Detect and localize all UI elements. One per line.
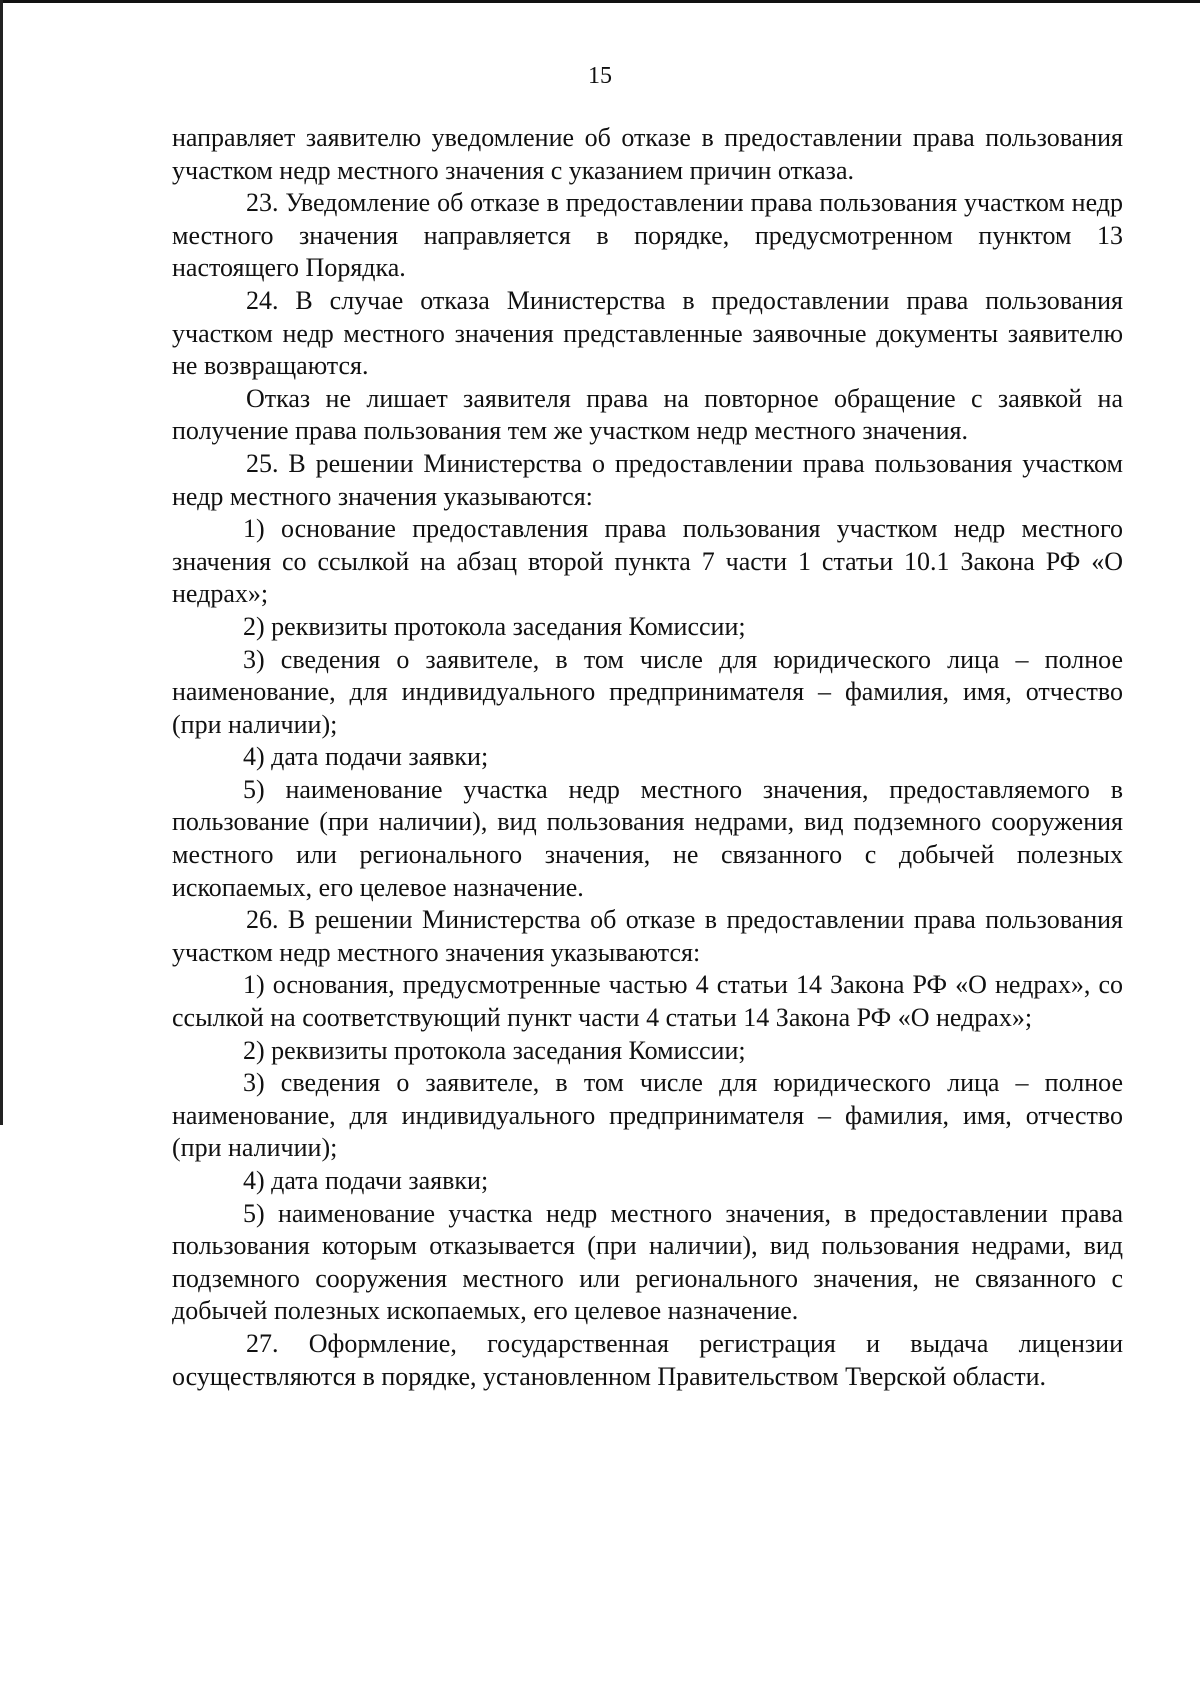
clause-25-item-5: 5) наименование участка недр местного значения, предоставляемого в пользование (при наличии), вид пользования недрами, вид подземного сооружения местного или регионального значения, не связанного с добычей полезных ископаемых, его целевое назначение. xyxy=(172,774,1123,902)
clause-26-item-3: 3) сведения о заявителе, в том числе для юридического лица – полное наименование, для индивидуального предпринимателя – фамилия, имя, отчество (при наличии); xyxy=(172,1068,1123,1163)
clause-23: 23. Уведомление об отказе в предоставлении права пользования участком недр местного значения направляется в порядке, предусмотренном пунктом 13 настоящего Порядка. xyxy=(172,188,1123,283)
clause-26-item-4: 4) дата подачи заявки; xyxy=(243,1166,489,1195)
clause-26-item-2: 2) реквизиты протокола заседания Комиссии; xyxy=(243,1035,746,1065)
clause-25-item-3: 3) сведения о заявителе, в том числе для юридического лица – полное наименование, для индивидуального предпринимателя – фамилия, имя, отчество (при наличии); xyxy=(172,644,1123,739)
clause-25-item-1: 1) основание предоставления права пользования участком недр местного значения со ссылкой на абзац второй пункта 7 части 1 статьи 10.1 Закона РФ «О недрах»; xyxy=(172,514,1123,609)
clause-26-item-1: 1) основания, предусмотренные частью 4 статьи 14 Закона РФ «О недрах», со ссылкой на соответствующий пункт части 4 статьи 14 Закона РФ «О недрах»; xyxy=(172,970,1123,1033)
clause-24: 24. В случае отказа Министерства в предоставлении права пользования участком недр местного значения представленные заявочные документы заявителю не возвращаются. xyxy=(172,285,1123,381)
clause-25-item-2: 2) реквизиты протокола заседания Комиссии; xyxy=(243,611,746,641)
scan-left-edge xyxy=(0,0,3,1125)
scan-top-edge xyxy=(0,0,1200,3)
page-number: 15 xyxy=(588,63,612,89)
clause-26: 26. В решении Министерства об отказе в предоставлении права пользования участком недр местного значения указываются: xyxy=(172,905,1123,967)
clause-25: 25. В решении Министерства о предоставлении права пользования участком недр местного значения указываются: xyxy=(172,448,1123,511)
clause-26-item-5: 5) наименование участка недр местного значения, в предоставлении права пользования которым отказывается (при наличии), вид пользования недрами, вид подземного сооружения местного или регионального значения, не связанного с добычей полезных ископаемых, его целевое назначение. xyxy=(172,1198,1123,1326)
clause-27: 27. Оформление, государственная регистрация и выдача лицензии осуществляются в порядке, установленном Правительством Тверской области. xyxy=(172,1328,1123,1391)
document-body xyxy=(172,122,1123,1393)
clause-25-item-4: 4) дата подачи заявки; xyxy=(243,742,489,772)
clause-24-refusal-note: Отказ не лишает заявителя права на повторное обращение с заявкой на получение права пользования тем же участком недр местного значения. xyxy=(172,383,1123,446)
paragraph-continuation: направляет заявителю уведомление об отказе в предоставлении права пользования участком недр местного значения с указанием причин отказа. xyxy=(172,123,1123,185)
